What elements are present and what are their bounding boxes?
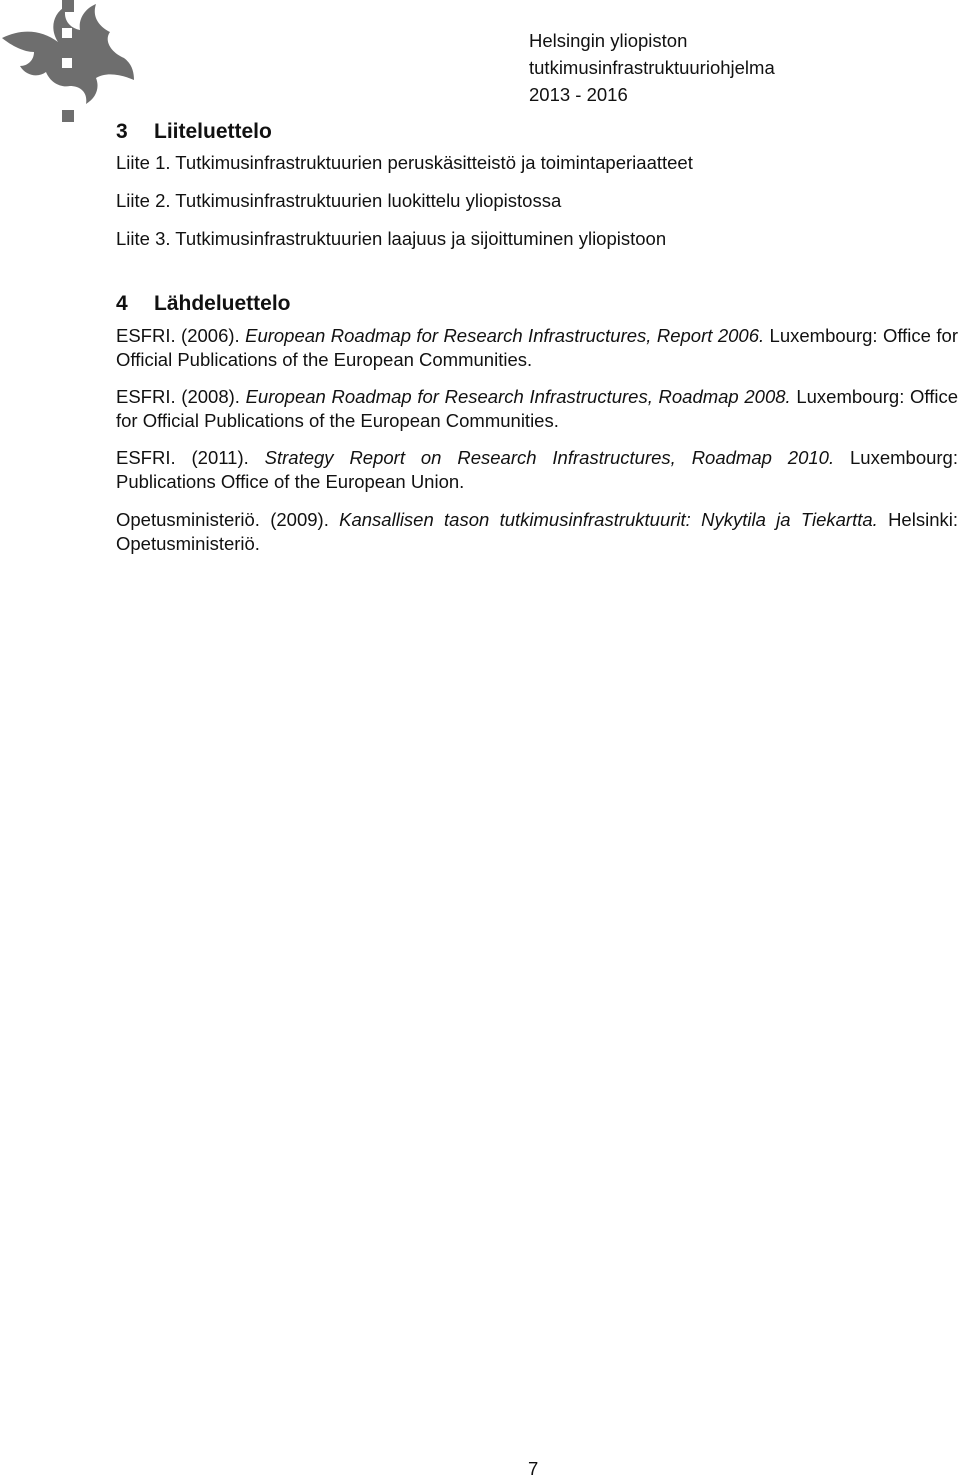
reference-publisher: Luxembourg: Publications Office of the European Union. — [116, 447, 958, 492]
reference-title: Strategy Report on Research Infrastructures, Roadmap 2010. — [264, 447, 835, 468]
section-heading-references — [116, 292, 291, 316]
header-university: Helsingin yliopiston — [529, 30, 688, 51]
reference-title: Kansallisen tason tutkimusinfrastruktuurit: Nykytila ja Tiekartta. — [339, 509, 878, 530]
section-number: 4 — [116, 292, 128, 315]
section-title: Liiteluettelo — [154, 120, 272, 143]
reference-entry — [116, 324, 958, 372]
reference-entry — [116, 446, 958, 494]
reference-author: ESFRI. (2011). — [116, 447, 265, 468]
section-title: Lähdeluettelo — [154, 292, 291, 315]
university-logo-icon — [0, 0, 140, 130]
reference-title: European Roadmap for Research Infrastructures, Roadmap 2008. — [245, 386, 791, 407]
reference-publisher: Luxembourg: Office for Official Publications of the European Communities. — [116, 325, 958, 370]
header-years: 2013 - 2016 — [529, 84, 628, 105]
reference-publisher: Helsinki: Opetusministeriö. — [116, 509, 958, 554]
header-program: tutkimusinfrastruktuuriohjelma — [529, 57, 775, 78]
appendix-item: Liite 2. Tutkimusinfrastruktuurien luokittelu yliopistossa — [116, 190, 562, 211]
appendix-item: Liite 1. Tutkimusinfrastruktuurien peruskäsitteistö ja toimintaperiaatteet — [116, 152, 693, 173]
reference-entry — [116, 508, 958, 556]
reference-author: Opetusministeriö. (2009). — [116, 509, 340, 530]
page-number: 7 — [528, 1458, 539, 1479]
reference-author: ESFRI. (2006). — [116, 325, 246, 346]
reference-title: European Roadmap for Research Infrastructures, Report 2006. — [245, 325, 765, 346]
reference-author: ESFRI. (2008). — [116, 386, 246, 407]
section-heading-appendix-list — [116, 120, 272, 144]
reference-entry — [116, 385, 958, 433]
section-number: 3 — [116, 120, 128, 143]
reference-publisher: Luxembourg: Office for Official Publications of the European Communities. — [116, 386, 958, 431]
document-header — [529, 27, 775, 108]
appendix-item: Liite 3. Tutkimusinfrastruktuurien laajuus ja sijoittuminen yliopistoon — [116, 228, 667, 249]
